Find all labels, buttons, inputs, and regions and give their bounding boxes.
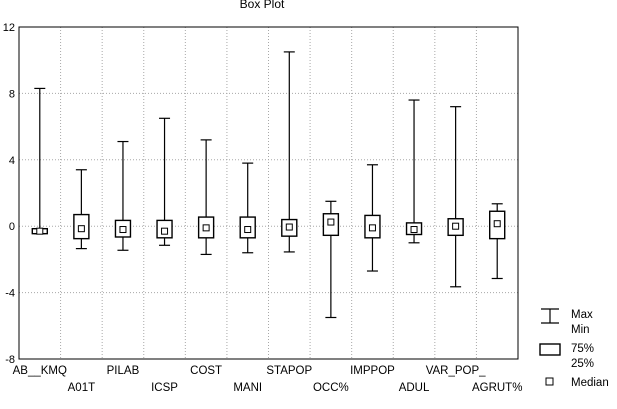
x-axis-category-labels: [13, 365, 523, 394]
x-category-label: OCC%: [312, 382, 349, 394]
median-marker: [411, 227, 417, 233]
x-category-label: IMPPOP: [350, 365, 395, 377]
x-category-label: MANI: [233, 382, 263, 394]
box-IMPPOP: [365, 165, 380, 271]
box-AGRUT%: [490, 204, 505, 279]
grid-lines: [19, 27, 518, 359]
x-category-label: COST: [190, 365, 223, 377]
legend-item-median: [546, 377, 609, 389]
median-marker: [369, 225, 375, 231]
chart-title: Box Plot: [239, 0, 285, 11]
box-AB__KMQ: [32, 88, 47, 234]
box-ADUL: [407, 100, 422, 243]
legend-label: Max: [571, 309, 593, 321]
box-series: [32, 52, 504, 318]
legend-label: 25%: [571, 358, 595, 370]
median-marker: [162, 228, 168, 234]
x-category-label: VAR_POP_: [425, 365, 486, 377]
x-category-label: PILAB: [106, 365, 140, 377]
y-tick-label: 12: [2, 22, 15, 34]
median-marker: [286, 224, 292, 230]
median-marker: [120, 227, 126, 233]
box-OCC%: [323, 201, 338, 317]
legend-label: 75%: [571, 343, 595, 355]
y-tick-label: 0: [8, 221, 15, 234]
median-marker: [245, 227, 251, 233]
legend-item-whisker: [541, 309, 593, 336]
box-A01T: [74, 170, 89, 249]
x-category-label: A01T: [67, 382, 96, 394]
x-category-label: AB__KMQ: [12, 365, 67, 377]
y-axis-ticks: [3, 22, 15, 366]
legend-median-marker: [546, 378, 553, 385]
y-tick-label: 4: [8, 154, 15, 167]
median-marker: [203, 225, 209, 231]
legend-box: [540, 344, 560, 355]
median-marker: [78, 226, 84, 232]
box-PILAB: [115, 142, 130, 251]
median-marker: [37, 228, 43, 234]
legend-label: Median: [571, 377, 609, 389]
x-category-label: AGRUT%: [471, 382, 523, 394]
y-tick-label: 8: [8, 88, 15, 101]
box-STAPOP: [282, 52, 297, 252]
median-marker: [453, 223, 459, 229]
x-category-label: STAPOP: [266, 365, 313, 377]
box-VAR_POP_: [448, 107, 463, 287]
y-tick-label: -8: [5, 354, 15, 366]
legend-label: Min: [571, 324, 590, 336]
legend: [540, 309, 609, 389]
box-ICSP: [157, 118, 172, 245]
median-marker: [328, 219, 334, 225]
box-MANI: [240, 163, 255, 253]
box-COST: [199, 140, 214, 255]
x-category-label: ICSP: [151, 382, 178, 394]
legend-item-box: [540, 343, 594, 370]
x-category-label: ADUL: [398, 382, 430, 394]
median-marker: [494, 221, 500, 227]
y-tick-label: -4: [5, 287, 15, 300]
